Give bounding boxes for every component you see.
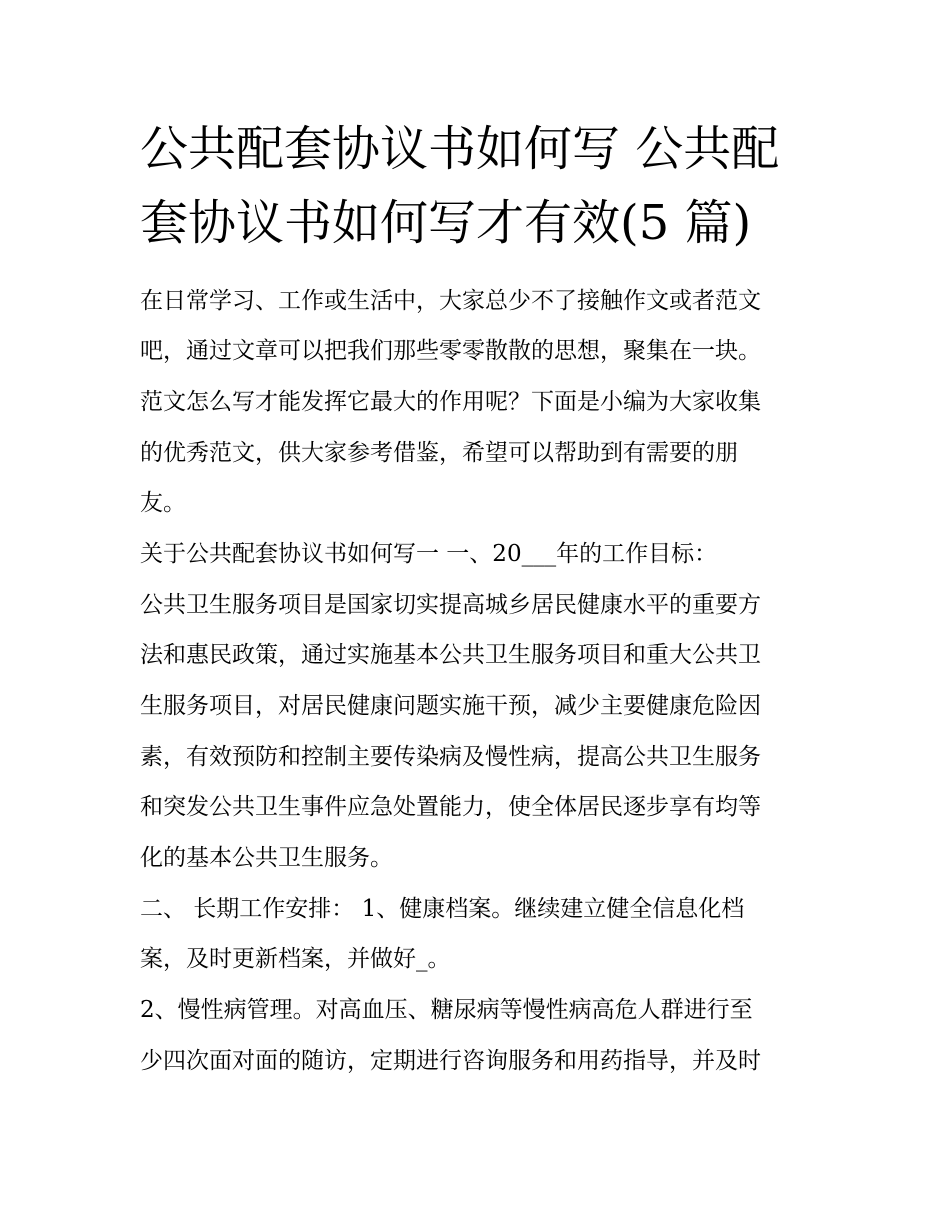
- body-line: 2、慢性病管理。对高血压、糖尿病等慢性病高危人群进行至: [140, 997, 753, 1023]
- document-title: [140, 112, 830, 260]
- title-line: 套协议书如何写才有效(5 篇): [140, 195, 752, 251]
- body-line: 少四次面对面的随访，定期进行咨询服务和用药指导，并及时: [140, 1048, 761, 1074]
- body-line: 素，有效预防和控制主要传染病及慢性病，提高公共卫生服务: [140, 744, 761, 770]
- body-line: 关于公共配套协议书如何写一 一、20___年的工作目标：: [140, 541, 718, 567]
- title-line: 公共配套协议书如何写 公共配: [140, 121, 780, 177]
- body-line: 的优秀范文，供大家参考借鉴，希望可以帮助到有需要的朋: [140, 440, 738, 466]
- body-line: 法和惠民政策，通过实施基本公共卫生服务项目和重大公共卫: [140, 642, 761, 668]
- body-line: 范文怎么写才能发挥它最大的作用呢？下面是小编为大家收集: [140, 389, 761, 415]
- body-line: 和突发公共卫生事件应急处置能力，使全体居民逐步享有均等: [140, 794, 761, 820]
- body-line: 公共卫生服务项目是国家切实提高城乡居民健康水平的重要方: [140, 592, 761, 618]
- body-line: 生服务项目，对居民健康问题实施干预，减少主要健康危险因: [140, 693, 761, 719]
- body-line: 化的基本公共卫生服务。: [140, 845, 393, 871]
- body-line: 吧，通过文章可以把我们那些零零散散的思想，聚集在一块。: [140, 338, 761, 364]
- body-line: 友。: [140, 490, 186, 516]
- body-line: 在日常学习、工作或生活中，大家总少不了接触作文或者范文: [140, 288, 761, 314]
- body-line: 案，及时更新档案，并做好_。: [140, 946, 451, 972]
- body-line: 二、 长期工作安排： 1、健康档案。继续建立健全信息化档: [140, 896, 745, 922]
